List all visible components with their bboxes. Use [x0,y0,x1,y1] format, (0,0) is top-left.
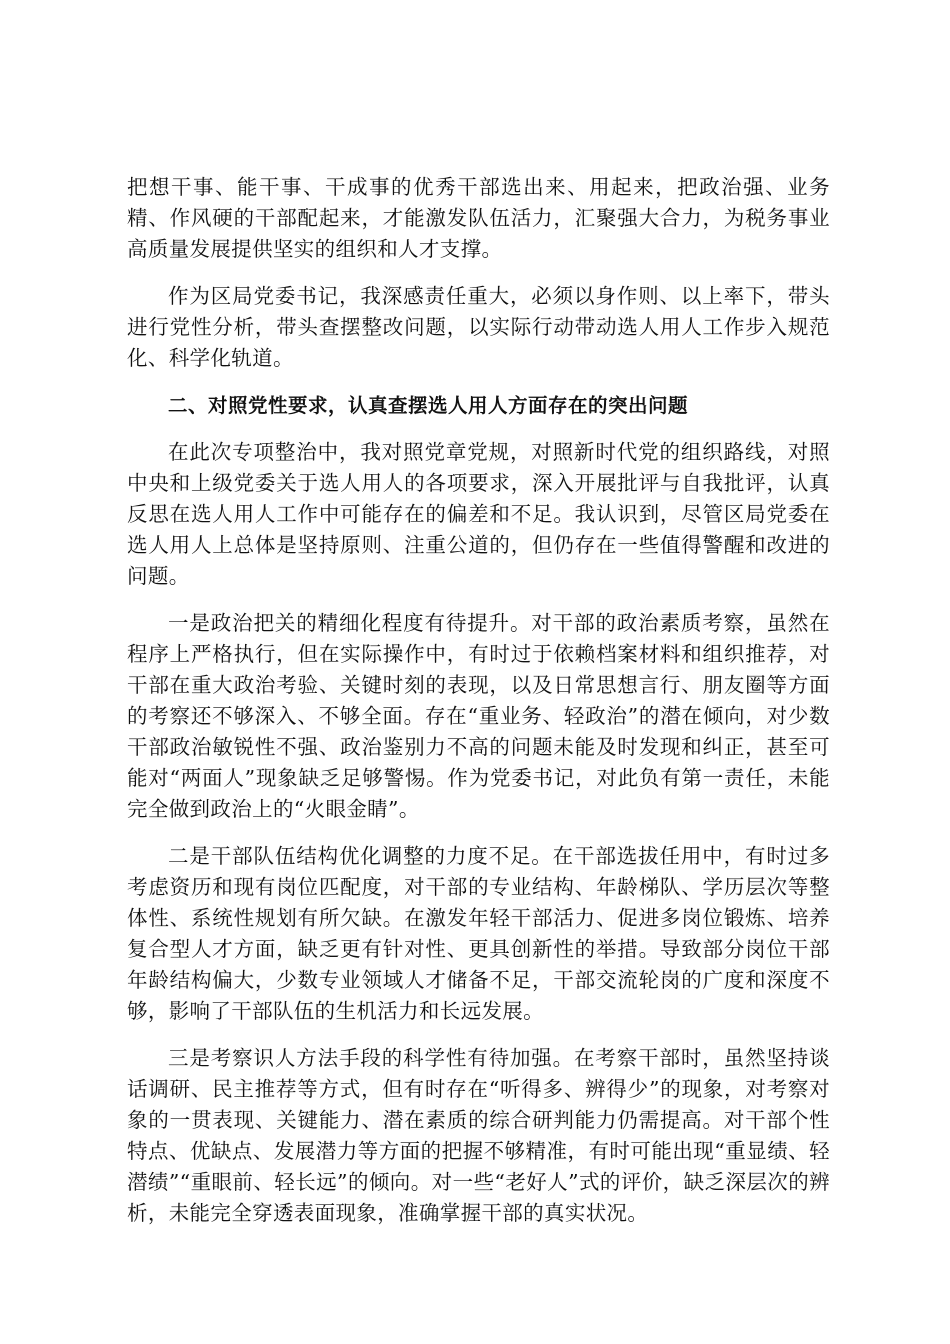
paragraph-continuation: 把想干事、能干事、干成事的优秀干部选出来、用起来，把政治强、业务精、作风硬的干部配起来，才能激发队伍活力，汇聚强大合力，为税务事业高质量发展提供坚实的组织和人才支撑。 [127,175,830,261]
paragraph-issue-two: 二是干部队伍结构优化调整的力度不足。在干部选拔任用中，有时过多考虑资历和现有岗位匹配度，对干部的专业结构、年龄梯队、学历层次等整体性、系统性规划有所欠缺。在激发年轻干部活力、促进多岗位锻炼、培养复合型人才方面，缺乏更有针对性、更具创新性的举措。导致部分岗位干部年龄结构偏大，少数专业领域人才储备不足，干部交流轮岗的广度和深度不够，影响了干部队伍的生机活力和长远发展。 [127,844,830,1023]
document-body [127,172,830,1245]
section-heading-two: 二、对照党性要求，认真查摆选人用人方面存在的突出问题 [168,394,689,417]
paragraph-issue-one: 一是政治把关的精细化程度有待提升。对干部的政治素质考察，虽然在程序上严格执行，但在实际操作中，有时过于依赖档案材料和组织推荐，对干部在重大政治考验、关键时刻的表现，以及日常思想言行、朋友圈等方面的考察还不够深入、不够全面。存在“重业务、轻政治”的潜在倾向，对少数干部政治敏锐性不强、政治鉴别力不高的问题未能及时发现和纠正，甚至可能对“两面人”现象缺乏足够警惕。作为党委书记，对此负有第一责任，未能完全做到政治上的“火眼金睛”。 [127,611,830,821]
paragraph-self-review: 在此次专项整治中，我对照党章党规，对照新时代党的组织路线，对照中央和上级党委关于选人用人的各项要求，深入开展批评与自我批评，认真反思在选人用人工作中可能存在的偏差和不足。我认识到，尽管区局党委在选人用人上总体是坚持原则、注重公道的，但仍存在一些值得警醒和改进的问题。 [127,440,830,588]
paragraph-responsibility: 作为区局党委书记，我深感责任重大，必须以身作则、以上率下，带头进行党性分析，带头查摆整改问题，以实际行动带动选人用人工作步入规范化、科学化轨道。 [127,284,830,370]
paragraph-issue-three: 三是考察识人方法手段的科学性有待加强。在考察干部时，虽然坚持谈话调研、民主推荐等方式，但有时存在“听得多、辨得少”的现象，对考察对象的一贯表现、关键能力、潜在素质的综合研判能力仍需提高。对干部个性特点、优缺点、发展潜力等方面的把握不够精准，有时可能出现“重显绩、轻潜绩”“重眼前、轻长远”的倾向。对一些“老好人”式的评价，缺乏深层次的辨析，未能完全穿透表面现象，准确掌握干部的真实状况。 [127,1046,830,1225]
